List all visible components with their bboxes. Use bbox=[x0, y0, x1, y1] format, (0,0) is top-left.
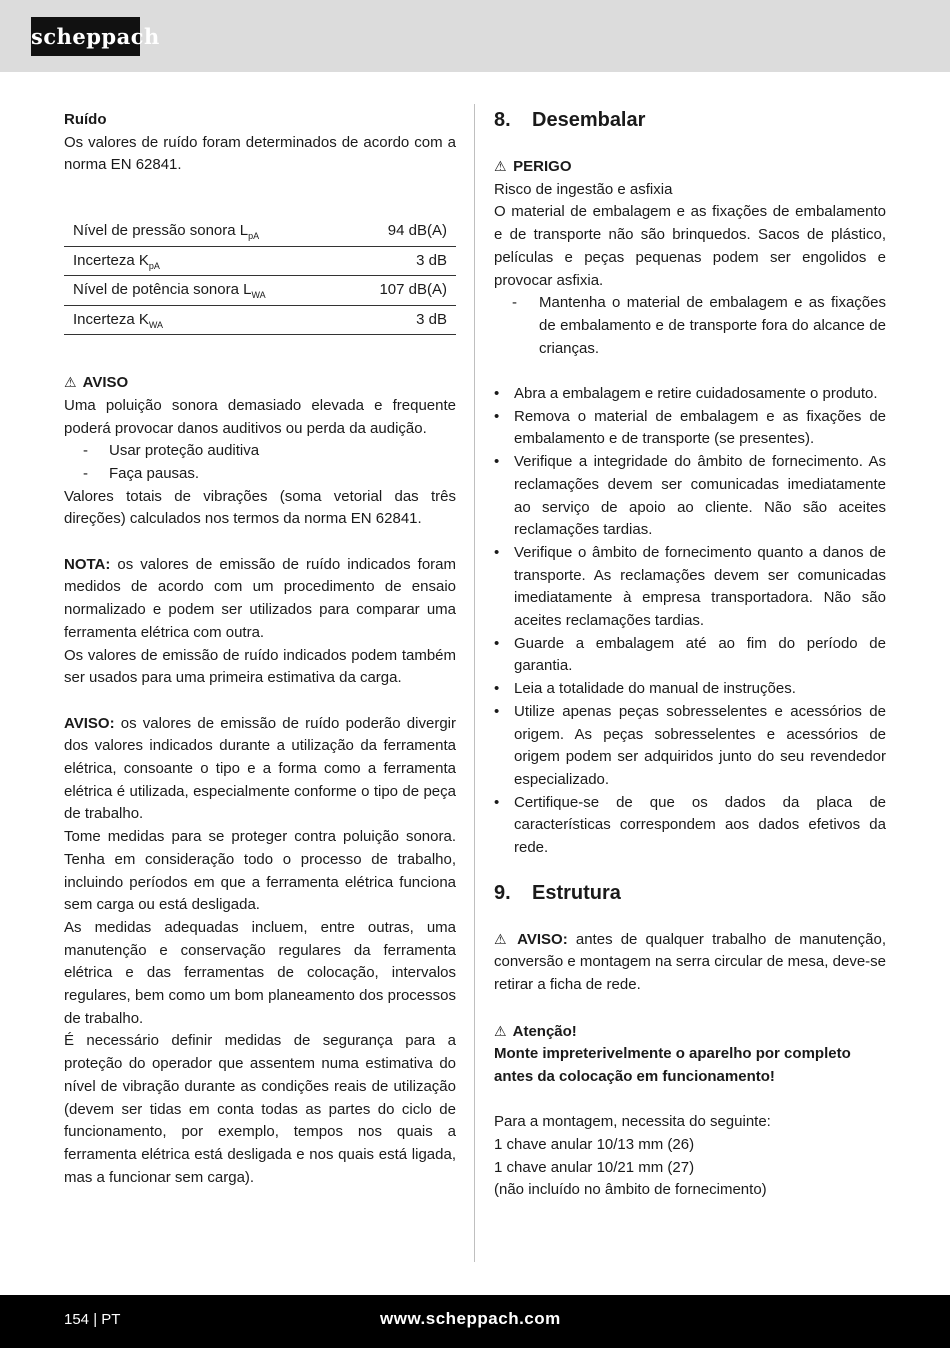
atencao-heading: ⚠ Atenção! bbox=[494, 1020, 886, 1044]
paragraph: Tome medidas para se proteger contra poluição sonora. Tenha em consideração todo o processo de trabalho, incluindo períodos em que a ferramenta elétrica funciona sem carga ou está desligada. bbox=[64, 828, 456, 914]
aviso-paragraph: ⚠ AVISO: antes de qualquer trabalho de manutenção, conversão e montagem na serra circular de mesa, deve-se retirar a ficha de rede. bbox=[494, 928, 886, 997]
table-cell-label: Incerteza $K_{WA}$ bbox=[64, 305, 343, 335]
aviso-heading: ⚠ AVISO bbox=[64, 371, 456, 395]
noise-table bbox=[64, 217, 456, 335]
list-item: • Abra a embalagem e retire cuidadosamente o produto. bbox=[494, 385, 878, 403]
section-heading-8: 8. Desembalar bbox=[494, 109, 646, 131]
left-column bbox=[64, 109, 456, 1189]
list-item: • Leia a totalidade do manual de instruções. bbox=[494, 680, 796, 698]
tool-item: 1 chave anular 10/13 mm (26) bbox=[494, 1136, 695, 1154]
warning-icon: ⚠ bbox=[494, 930, 507, 947]
list-item: • Verifique a integridade do âmbito de fornecimento. As reclamações devem ser comunicadas imediatamente ao serviço de apoio ao cliente. Não são aceites reclamações tardias. bbox=[494, 453, 886, 539]
unpack-list bbox=[494, 383, 886, 860]
paragraph: As medidas adequadas incluem, entre outras, uma manutenção e conservação regulares da ferramenta elétrica e das ferramentas de colocação, intervalos regulares, bem como um bom planeamento dos processos de trabalho. bbox=[64, 918, 456, 1027]
section-heading-9: 9. Estrutura bbox=[494, 881, 621, 904]
table-cell-value: 3 dB bbox=[343, 305, 456, 335]
table-cell-label: Nível de potência sonora $L_{WA}$ bbox=[64, 276, 343, 306]
table-cell-value: 107 dB(A) bbox=[343, 276, 456, 306]
list-item: - Mantenha o material de embalagem e as fixações de embalamento e de transporte fora do alcance de crianças. bbox=[512, 294, 886, 357]
table-cell-value: 3 dB bbox=[343, 246, 456, 276]
column-divider bbox=[474, 104, 475, 1262]
footer-bar bbox=[0, 1295, 950, 1348]
noise-title: Ruído bbox=[64, 111, 107, 128]
tools-intro: Para a montagem, necessita do seguinte: bbox=[494, 1113, 771, 1131]
list-item: • Remova o material de embalagem e as fixações de embalamento e de transporte (se presentes). bbox=[494, 407, 886, 448]
website-link[interactable]: www.scheppach.com bbox=[380, 1309, 561, 1328]
table-row bbox=[64, 217, 456, 246]
table-cell-value: 94 dB(A) bbox=[343, 217, 456, 246]
nota-paragraph: NOTA: os valores de emissão de ruído indicados foram medidos de acordo com um procedimento de ensaio normalizado e podem ser utilizados para comparar uma ferramenta elétrica com outra. bbox=[64, 555, 456, 641]
table-cell-label: Incerteza $K_{pA}$ bbox=[64, 246, 343, 276]
perigo-heading: ⚠ PERIGO bbox=[494, 155, 886, 179]
tool-note: (não incluído no âmbito de fornecimento) bbox=[494, 1181, 767, 1199]
nota-paragraph-2: Os valores de emissão de ruído indicados podem também ser usados para uma primeira estimativa da carga. bbox=[64, 646, 456, 687]
atencao-text: Monte impreterivelmente o aparelho por completo antes da colocação em funcionamento! bbox=[494, 1045, 851, 1085]
list-item: • Certifique-se de que os dados da placa de características correspondem aos dados efetivos da rede. bbox=[494, 793, 886, 857]
list-item: - Usar proteção auditiva bbox=[83, 442, 260, 460]
brand-logo: scheppach bbox=[31, 17, 140, 56]
table-row bbox=[64, 246, 456, 276]
table-row bbox=[64, 276, 456, 306]
paragraph: É necessário definir medidas de segurança para a proteção do operador que assentem numa estimativa do nível de vibração durante as condições reais de utilização (devem ser tidas em conta todas as partes do ciclo de funcionamento, por exemplo, tempos nos quais a ferramenta elétrica está desligada e nos quais está ligada, mas a funcionar sem carga). bbox=[64, 1032, 456, 1186]
perigo-subtitle: Risco de ingestão e asfixia bbox=[494, 180, 673, 198]
list-item: - Faça pausas. bbox=[83, 464, 200, 482]
list-item: • Guarde a embalagem até ao fim do período de garantia. bbox=[494, 634, 886, 675]
noise-intro: Os valores de ruído foram determinados de acordo com a norma EN 62841. bbox=[64, 133, 456, 174]
aviso-text: Uma poluição sonora demasiado elevada e frequente poderá provocar danos auditivos ou perda da audição. bbox=[64, 396, 456, 437]
warning-icon: ⚠ bbox=[64, 374, 77, 391]
perigo-text: O material de embalagem e as fixações de embalamento e de transporte não são brinquedos. Sacos de plástico, películas e peças pequenas podem ser engolidos e provocar asfixia. bbox=[494, 203, 886, 289]
list-item: • Utilize apenas peças sobresselentes e acessórios de origem. As peças sobresselentes e acessórios de origem podem ser adquiridos junto do seu revendedor especializado. bbox=[494, 702, 886, 788]
page-number: 154 | PT bbox=[64, 1311, 121, 1328]
list-item: • Verifique o âmbito de fornecimento quanto a danos de transporte. As reclamações devem ser comunicadas imediatamente à empresa transportadora. Não são aceites reclamações tardias. bbox=[494, 543, 886, 630]
vibration-text: Valores totais de vibrações (soma vetorial das três direções) calculados nos termos da norma EN 62841. bbox=[64, 487, 456, 528]
table-cell-label: Nível de pressão sonora $L_{pA}$ bbox=[64, 217, 343, 246]
tool-item: 1 chave anular 10/21 mm (27) bbox=[494, 1158, 695, 1176]
right-column bbox=[494, 109, 886, 1202]
aviso2-paragraph: AVISO: os valores de emissão de ruído poderão divergir dos valores indicados durante a utilização da ferramenta elétrica, consoante o tipo e a forma como a ferramenta elétrica é utilizada, especialmente conforme o tipo de peça de trabalho. bbox=[64, 714, 456, 823]
warning-icon: ⚠ bbox=[494, 158, 507, 174]
table-row bbox=[64, 305, 456, 335]
warning-icon: ⚠ bbox=[494, 1022, 507, 1039]
